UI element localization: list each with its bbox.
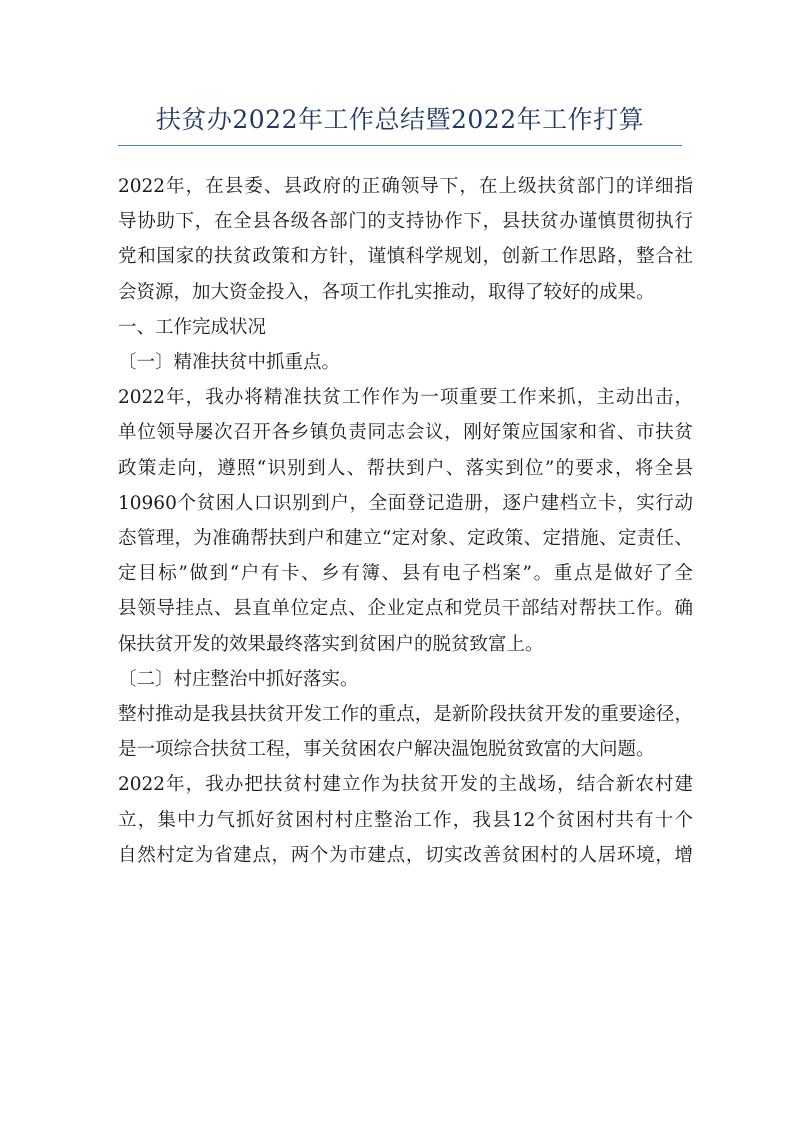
- body-line: 定目标”做到“户有卡、乡有簿、县有电子档案”。重点是做好了全: [118, 563, 693, 585]
- body-line: 县领导挂点、县直单位定点、企业定点和党员干部结对帮扶工作。确: [118, 598, 693, 620]
- title-underline: [118, 145, 682, 146]
- body-line: 导协助下，在全县各级各部门的支持协作下，县扶贫办谨慎贯彻执行: [118, 211, 693, 233]
- body-line: 2022年，在县委、县政府的正确领导下，在上级扶贫部门的详细指: [118, 176, 693, 197]
- body-line: 自然村定为省建点，两个为市建点，切实改善贫困村的人居环境，增: [118, 844, 693, 866]
- body-line: 政策走向，遵照“识别到人、帮扶到户、落实到位”的要求，将全县: [118, 457, 693, 479]
- body-line: 保扶贫开发的效果最终落实到贫困户的脱贫致富上。: [118, 633, 544, 655]
- document-body: [118, 169, 693, 873]
- body-line: 10960个贫困人口识别到户，全面登记造册，逐户建档立卡，实行动: [118, 492, 693, 514]
- body-line: 是一项综合扶贫工程，事关贫困农户解决温饱脱贫致富的大问题。: [118, 739, 655, 761]
- body-line: 单位领导屡次召开各乡镇负责同志会议，刚好策应国家和省、市扶贫: [118, 422, 693, 444]
- body-line: 立，集中力气抓好贫困村村庄整治工作，我县12个贫困村共有十个: [118, 809, 693, 831]
- body-line: 态管理，为准确帮扶到户和建立“定对象、定政策、定措施、定责任、: [118, 528, 693, 550]
- subsection-heading: 〔一〕精准扶贫中抓重点。: [118, 352, 341, 374]
- body-line: 党和国家的扶贫政策和方针，谨慎科学规划，创新工作思路，整合社: [118, 246, 693, 268]
- section-heading: 一、工作完成状况: [118, 316, 267, 338]
- body-line: 会资源，加大资金投入，各项工作扎实推动，取得了较好的成果。: [118, 281, 655, 303]
- body-line: 2022年，我办将精准扶贫工作作为一项重要工作来抓，主动出击，: [118, 387, 693, 409]
- document-title: 扶贫办2022年工作总结暨2022年工作打算: [155, 105, 645, 134]
- subsection-heading: 〔二〕村庄整治中抓好落实。: [118, 668, 359, 690]
- body-line: 整村推动是我县扶贫开发工作的重点，是新阶段扶贫开发的重要途径，: [118, 704, 693, 726]
- body-line: 2022年，我办把扶贫村建立作为扶贫开发的主战场，结合新农村建: [118, 774, 693, 796]
